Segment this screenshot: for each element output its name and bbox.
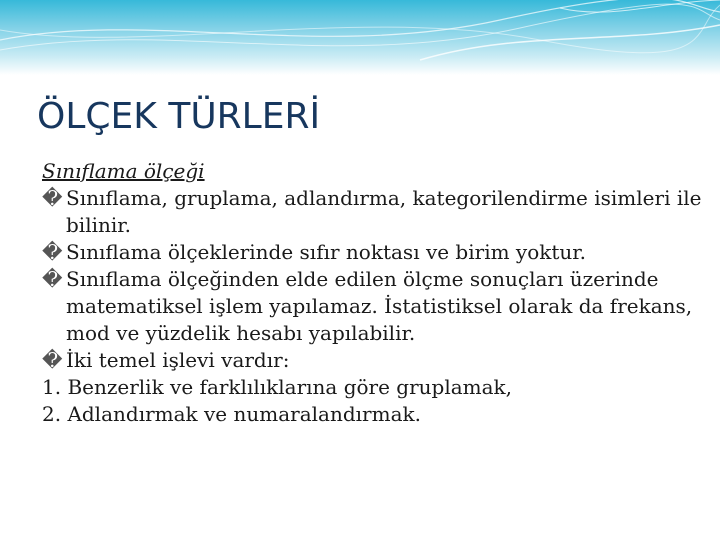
bullet-text: Sınıflama ölçeğinden elde edilen ölçme sonuçları üzerinde matematiksel işlem yapılamaz. İstatistiksel olarak da frekans, mod ve yüzdelik hesabı yapılabilir. <box>66 267 693 345</box>
bullet-item <box>42 266 702 347</box>
subheading: Sınıflama ölçeği <box>42 159 205 183</box>
bullet-item <box>42 347 702 374</box>
header-band <box>0 0 720 75</box>
slide-body <box>42 158 702 428</box>
bullet-icon: � <box>42 348 63 372</box>
wave-lines-decoration <box>0 0 720 75</box>
bullet-icon: � <box>42 240 63 264</box>
bullet-item <box>42 239 702 266</box>
numbered-item: 1. Benzerlik ve farklılıklarına göre gruplamak, <box>42 375 513 399</box>
bullet-text: Sınıflama ölçeklerinde sıfır noktası ve birim yoktur. <box>66 240 587 264</box>
page-title: ÖLÇEK TÜRLERİ <box>37 96 321 137</box>
bullet-icon: � <box>42 186 63 210</box>
bullet-text: Sınıflama, gruplama, adlandırma, kategorilendirme isimleri ile bilinir. <box>66 186 702 237</box>
numbered-item: 2. Adlandırmak ve numaralandırmak. <box>42 402 421 426</box>
bullet-icon: � <box>42 267 63 291</box>
bullet-item <box>42 185 702 239</box>
bullet-text: İki temel işlevi vardır: <box>66 348 290 372</box>
